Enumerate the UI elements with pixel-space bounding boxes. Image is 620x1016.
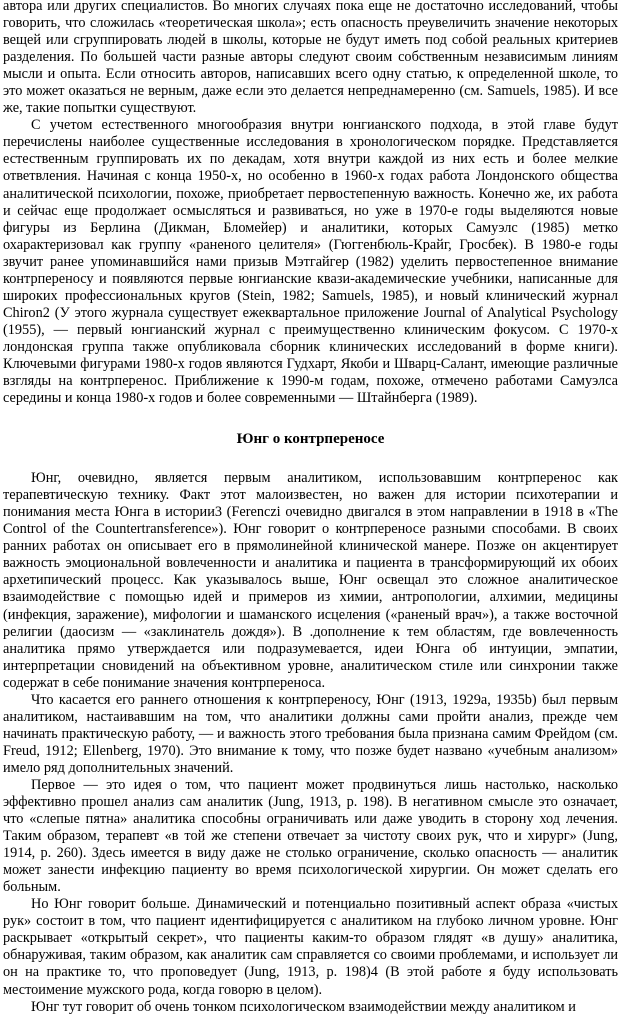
paragraph-first-point: Первое — это идея о том, что пациент может продвинуться лишь настолько, насколько эффективно прошел анализ сам аналитик (Jung, 1913, p. 198). В негативном смысле это означает, что «слепые пятна» аналитика способны ограничивать или даже уводить в сторону ход лечения. Таким образом, терапевт «в той же степени отвечает за чистоту своих рук, что и хирург» (Jung, 1914, p. 260). Здесь имеется в виду даже не столько ограничение, сколько опасность — аналитик может занести инфекцию пациенту во время психологической хирургии. Он может сделать его больным. xyxy=(3,776,618,896)
paragraph-intro-continuation: автора или других специалистов. Во многих случаях пока еще не достаточно исследований, чтобы говорить, что сложилась «теоретическая школа»; есть опасность преувеличить значение некоторых вещей или сгруппировать людей в школы, которые не будут иметь под собой реальных критериев разделения. По большей части разные авторы следуют своим собственным независимым линиям мысли и опыта. Если относить авторов, написавших всего одну статью, к определенной школе, то это может оказаться не верным, даже если это делается непреднамеренно (см. Samuels, 1985). И все же, такие попытки существуют. xyxy=(3,0,618,117)
paragraph-chronology: С учетом естественного многообразия внутри юнгианского подхода, в этой главе будут перечислены наиболее существенные исследования в хронологическом порядке. Представляется естественным группировать их по декадам, хотя внутри каждой из них есть и более мелкие ответвления. Начиная с конца 1950-х, но особенно в 1960-х годах работа Лондонского общества аналитической психологии, похоже, приобретает первостепенную важность. Конечно же, их работа и сейчас еще продолжает осмысляться и развиваться, но уже в 1970-е годы выделяются новые фигуры из Берлина (Дикман, Бломейер) и аналитики, которых Самуэлс (1985) метко охарактеризовал как группу «раненого целителя» (Гюггенбюль-Крайг, Гросбек). В 1980-е годы звучит ранее упоминавшийся нами призыв Мэтгайгер (1982) уделить первостепенное внимание контрпереносу и появляются первые юнгианские квази-академические учебники, написанные для широких профессиональных кругов (Stein, 1982; Samuels, 1985), и новый клинический журнал Chiron2 (У этого журнала существует ежеквартальное приложение Journal of Analytical Psychology (1955), — первый юнгианский журнал с преимущественно клиническим фокусом. С 1970-х лондонская группа также опубликовала сборник клинических исследований в форме книги). Ключевыми фигурами 1980-х годов являются Гудхарт, Якоби и Шварц-Салант, имеющие различные взгляды на контрперенос. Приближение к 1990-м годам, похоже, отмечено работами Самуэлса середины и конца 1980-х годов и более современными — Штайнберга (1989). xyxy=(3,117,618,407)
paragraph-clean-hands: Но Юнг говорит больше. Динамический и потенциально позитивный аспект образа «чистых рук» состоит в том, что пациент идентифицируется с аналитиком на глубоко личном уровне. Юнг раскрывает «открытый секрет», что пациенты каким-то образом глядят «в душу» аналитика, обнаруживая, таким образом, как аналитик сам справляется со своими проблемами, и использует ли он на практике то, что проповедует (Jung, 1913, p. 198)4 (В этой работе я буду использовать местоимение мужского рода, когда говорю в целом). xyxy=(3,896,618,998)
paragraph-jung-first-analyst: Юнг, очевидно, является первым аналитиком, использовавшим контрперенос как терапевтическую технику. Факт этот малоизвестен, но важен для истории психотерапии и понимания места Юнга в истории3 (Ferenczi очевидно двигался в этом направлении в 1918 в «The Control of the Countertransference»). Юнг говорит о контрпереносе разными способами. В своих ранних работах он описывает его в прямолинейной клинической манере. Позже он акцентирует важность эмоциональной вовлеченности и аналитика и пациента в трансформирующий их обоих архетипический процесс. Как указывалось выше, Юнг освещал это сложное аналитическое взаимодействие с помощью идей и примеров из химии, антропологии, алхимии, медицины (инфекция, заражение), мифологии и шаманского исцеления («раненый врач»), а также восточной религии (даосизм — «заклинатель дождя»). В .дополнение к тем областям, где вовлеченность аналитика прямо утверждается или подразумевается, идеи Юнга об интуиции, эмпатии, интерпретации сновидений на объективном уровне, аналитическом стиле или синхронии также содержат в себе понимание значения контрпереноса. xyxy=(3,470,618,691)
document-page xyxy=(3,0,618,1016)
section-heading: Юнг о контрпереносе xyxy=(236,431,385,448)
paragraph-subtle-interaction: Юнг тут говорит об очень тонком психологическом взаимодействии между аналитиком и xyxy=(31,998,576,1015)
paragraph-training-analysis: Что касается его раннего отношения к контрпереносу, Юнг (1913, 1929а, 1935b) был первым аналитиком, настаивавшим на том, что аналитики должны сами пройти анализ, прежде чем начинать практическую работу, — и важность этого требования была признана самим Фрейдом (см. Freud, 1912; Ellenberg, 1970). Это внимание к тому, что позже будет названо «учебным анализом» имело ряд дополнительных значений. xyxy=(3,691,618,776)
